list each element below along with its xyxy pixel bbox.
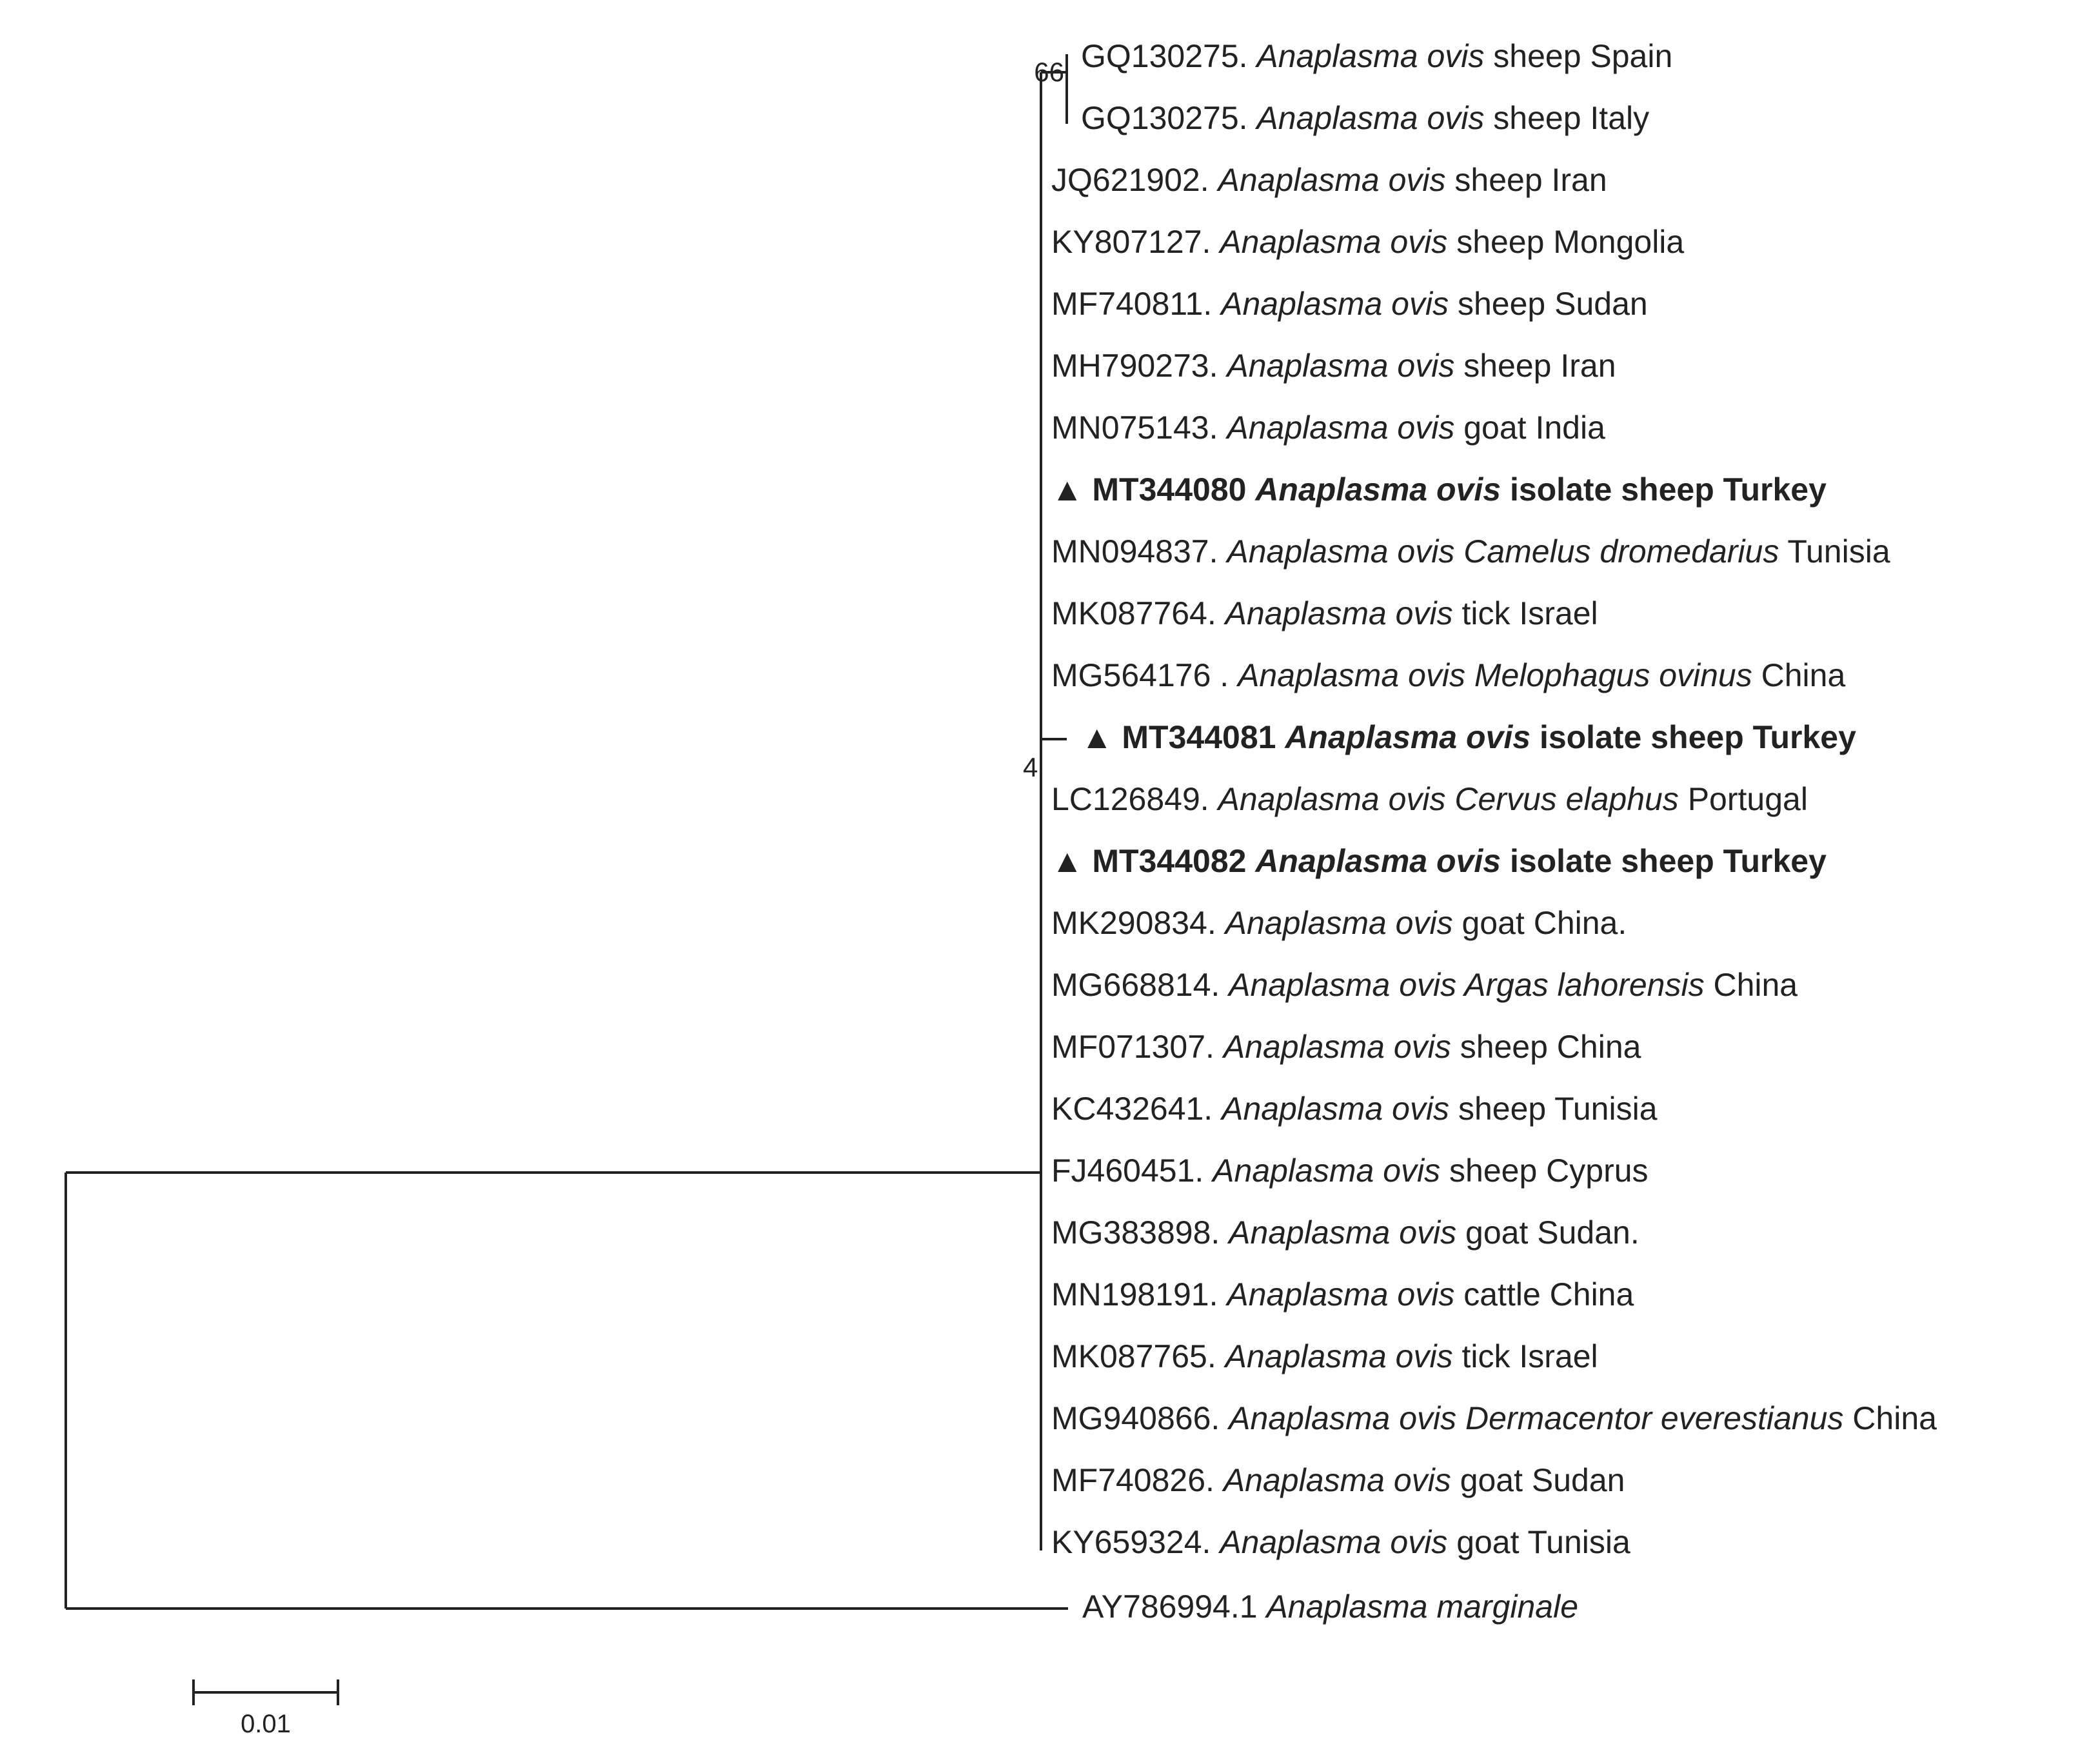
scale-bar xyxy=(193,1679,338,1738)
taxon-label-part: LC126849. xyxy=(1051,781,1218,817)
taxon-label-part: Anaplasma ovis xyxy=(1213,1153,1441,1189)
taxon-label-part: sheep Spain xyxy=(1484,38,1673,74)
taxon-label-part: Tunisia xyxy=(1779,533,1890,569)
taxon-label-part: MH790273. xyxy=(1051,348,1227,384)
taxon-label-part: Anaplasma ovis Argas lahorensis xyxy=(1229,967,1705,1003)
triangle-marker-icon: ▲ xyxy=(1051,843,1093,879)
taxon-label-t4 xyxy=(1051,224,1684,260)
taxon-label-t22 xyxy=(1051,1338,1598,1374)
taxon-label-part: Anaplasma ovis xyxy=(1221,286,1449,322)
taxon-label-part: Anaplasma ovis Camelus dromedarius xyxy=(1227,533,1779,569)
taxon-label-t15 xyxy=(1051,905,1627,941)
taxon-label-part: sheep Tunisia xyxy=(1449,1091,1658,1127)
taxon-label-part: MG564176 . xyxy=(1051,657,1238,693)
taxon-label-part: Anaplasma ovis xyxy=(1218,162,1446,198)
taxon-label-t13 xyxy=(1051,781,1808,817)
taxon-label-t6 xyxy=(1051,348,1616,384)
taxon-label-part: China xyxy=(1752,657,1846,693)
taxon-label-t10 xyxy=(1051,595,1598,631)
taxon-label-part: Anaplasma ovis xyxy=(1227,410,1455,446)
taxon-label-part: sheep Mongolia xyxy=(1447,224,1685,260)
bootstrap-value-mt344081: 4 xyxy=(1023,752,1038,782)
taxon-label-part: KY659324. xyxy=(1051,1524,1220,1560)
taxon-label-part: FJ460451. xyxy=(1051,1153,1213,1189)
taxon-label-part: MT344082 xyxy=(1092,843,1256,879)
taxon-label-part: JQ621902. xyxy=(1051,162,1218,198)
taxon-label-part: MK087765. xyxy=(1051,1338,1225,1374)
taxon-label-part: Portugal xyxy=(1678,781,1808,817)
taxon-label-part: Anaplasma ovis xyxy=(1223,1462,1451,1498)
taxon-label-part: isolate sheep Turkey xyxy=(1530,719,1856,755)
taxon-label-part: isolate sheep Turkey xyxy=(1501,843,1827,879)
taxon-label-part: MF740811. xyxy=(1051,286,1222,322)
taxon-label-part: sheep Iran xyxy=(1445,162,1607,198)
taxon-label-t25 xyxy=(1051,1524,1630,1560)
taxon-label-part: MK290834. xyxy=(1051,905,1225,941)
taxon-label-part: goat India xyxy=(1454,410,1605,446)
tree-branches xyxy=(66,54,1068,1609)
taxon-label-part: MG383898. xyxy=(1051,1214,1229,1251)
taxon-label-part: Anaplasma ovis xyxy=(1227,1276,1455,1312)
taxon-label-part: Anaplasma ovis xyxy=(1256,38,1485,74)
taxon-label-part: MG940866. xyxy=(1051,1400,1229,1436)
taxon-label-part: China xyxy=(1843,1400,1937,1436)
taxon-label-t9 xyxy=(1051,533,1890,569)
taxon-label-part: sheep Sudan xyxy=(1449,286,1648,322)
taxon-label-part: MG668814. xyxy=(1051,967,1229,1003)
taxon-label-part: MT344081 xyxy=(1122,719,1285,755)
taxon-label-part: goat Sudan. xyxy=(1456,1214,1639,1251)
taxon-label-part: Anaplasma ovis xyxy=(1256,100,1485,136)
taxon-label-t21 xyxy=(1051,1276,1634,1312)
taxon-label-part: sheep Italy xyxy=(1484,100,1650,136)
taxon-label-part: KY807127. xyxy=(1051,224,1220,260)
taxon-label-t12 xyxy=(1081,719,1856,755)
taxon-label-part: Anaplasma ovis xyxy=(1225,905,1453,941)
taxon-label-t20 xyxy=(1051,1214,1639,1251)
taxon-label-part: MK087764. xyxy=(1051,595,1225,631)
scale-bar-label: 0.01 xyxy=(241,1710,291,1738)
taxon-label-part: Anaplasma ovis xyxy=(1255,843,1501,879)
taxon-label-part: GQ130275. xyxy=(1081,38,1257,74)
taxon-label-part: sheep Iran xyxy=(1454,348,1616,384)
taxon-label-part: MF071307. xyxy=(1051,1029,1223,1065)
taxon-label-part: goat Tunisia xyxy=(1447,1524,1630,1560)
taxon-label-part: Anaplasma ovis xyxy=(1225,595,1453,631)
taxon-label-part: Anaplasma ovis xyxy=(1255,471,1501,508)
taxon-label-part: Anaplasma ovis xyxy=(1220,1524,1448,1560)
taxon-label-part: GQ130275. xyxy=(1081,100,1257,136)
taxon-label-t5 xyxy=(1051,286,1648,322)
taxon-label-t7 xyxy=(1051,410,1605,446)
taxon-label-part: MN094837. xyxy=(1051,533,1227,569)
taxon-label-t19 xyxy=(1051,1153,1649,1189)
taxon-label-part: Anaplasma ovis xyxy=(1227,348,1455,384)
taxon-label-part: MT344080 xyxy=(1092,471,1256,508)
taxon-label-part: MF740826. xyxy=(1051,1462,1223,1498)
taxon-label-part: MN075143. xyxy=(1051,410,1227,446)
taxon-label-part: Anaplasma ovis Melophagus ovinus xyxy=(1238,657,1752,693)
taxon-label-t18 xyxy=(1051,1091,1658,1127)
taxon-label-t3 xyxy=(1051,162,1607,198)
taxon-label-part: goat Sudan xyxy=(1451,1462,1625,1498)
taxon-labels xyxy=(1051,38,1937,1625)
taxon-label-part: China xyxy=(1704,967,1798,1003)
taxon-label-part: AY786994.1 xyxy=(1082,1589,1267,1625)
taxon-label-part: goat China. xyxy=(1452,905,1627,941)
taxon-label-part: Anaplasma ovis xyxy=(1285,719,1531,755)
taxon-label-t8 xyxy=(1051,471,1827,508)
taxon-label-t24 xyxy=(1051,1462,1625,1498)
taxon-label-part: Anaplasma marginale xyxy=(1266,1589,1579,1625)
taxon-label-t11 xyxy=(1051,657,1845,693)
taxon-label-part: Anaplasma ovis xyxy=(1223,1029,1451,1065)
taxon-label-part: KC432641. xyxy=(1051,1091,1222,1127)
taxon-label-t1 xyxy=(1081,38,1672,74)
triangle-marker-icon: ▲ xyxy=(1081,719,1122,755)
bootstrap-value-spain-italy: 66 xyxy=(1034,57,1064,87)
taxon-label-part: sheep China xyxy=(1451,1029,1641,1065)
taxon-label-part: Anaplasma ovis Dermacentor everestianus xyxy=(1229,1400,1844,1436)
taxon-label-part: tick Israel xyxy=(1452,1338,1598,1374)
taxon-label-part: tick Israel xyxy=(1452,595,1598,631)
taxon-label-part: Anaplasma ovis Cervus elaphus xyxy=(1218,781,1679,817)
taxon-label-t26 xyxy=(1082,1589,1578,1625)
taxon-label-part: isolate sheep Turkey xyxy=(1501,471,1827,508)
taxon-label-part: sheep Cyprus xyxy=(1440,1153,1649,1189)
taxon-label-part: Anaplasma ovis xyxy=(1225,1338,1453,1374)
taxon-label-part: Anaplasma ovis xyxy=(1229,1214,1457,1251)
taxon-label-part: MN198191. xyxy=(1051,1276,1227,1312)
taxon-label-part: Anaplasma ovis xyxy=(1222,1091,1450,1127)
taxon-label-t23 xyxy=(1051,1400,1937,1436)
triangle-marker-icon: ▲ xyxy=(1051,471,1093,508)
taxon-label-t14 xyxy=(1051,843,1827,879)
taxon-label-t17 xyxy=(1051,1029,1641,1065)
taxon-label-t2 xyxy=(1081,100,1649,136)
taxon-label-part: Anaplasma ovis xyxy=(1220,224,1448,260)
taxon-label-part: cattle China xyxy=(1454,1276,1634,1312)
taxon-label-t16 xyxy=(1051,967,1798,1003)
